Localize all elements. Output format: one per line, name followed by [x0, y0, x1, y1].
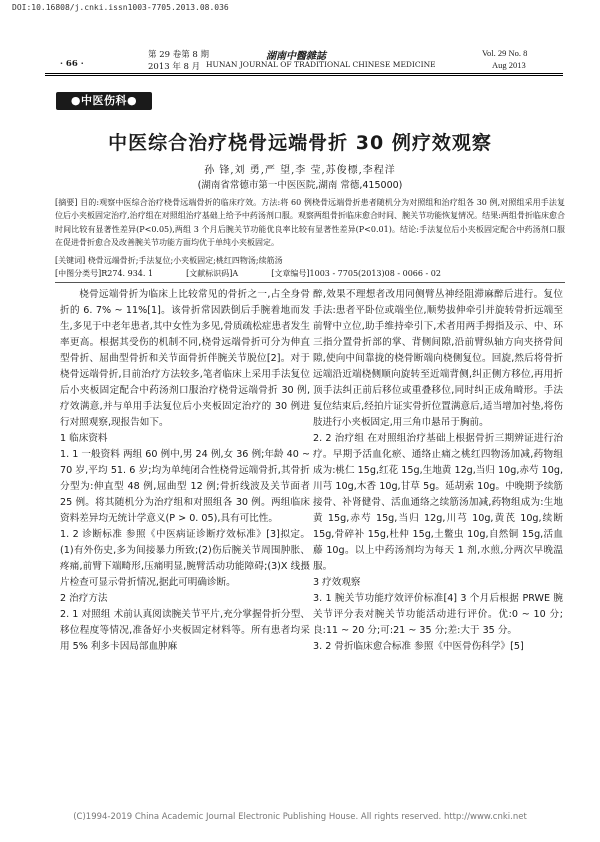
- document-code: [文献标识码]A: [186, 269, 239, 278]
- paragraph-2-2: 2. 2 治疗组 在对照组治疗基础上根据骨折三期辨证进行治疗。早期予活血化瘀、通络止痛之桃红四物汤加减,药物组成为:桃仁 15g,红花 15g,生地黄 12g,当归 10g,赤芍 10g,川芎 10g,木香 10g,甘草 5g。延胡索 10g。中晚期予续筋接骨、补肾健骨、活血通络之续筋汤加减,药物组成为:生地黄 15g,赤芍 15g,当归 12g,川芎 10g,黄芪 10g,续断 15g,骨碎补 15g,杜仲 15g,土鳖虫 10g,自然铜 15g,活血藤 10g。以上中药汤剂均为每天 1 剂,水煎,分两次早晚温服。: [313, 433, 563, 572]
- doi-line: DOI:10.16808/j.cnki.issn1003-7705.2013.08.036: [12, 3, 229, 12]
- paragraph-1-2: 1. 2 诊断标准 参照《中医病证诊断疗效标准》[3]拟定。(1)有外伤史,多为间接暴力所致;(2)伤后腕关节周围肿胀、疼痛,前臂下端畸形,压痛明显,腕臂活动功能障碍;(3)X 线摄片检查可显示骨折情况,据此可明确诊断。: [60, 529, 310, 588]
- left-column: [60, 287, 310, 655]
- clc-number: [中图分类号]R274. 934. 1: [55, 269, 154, 278]
- paragraph-3-1: 3. 1 腕关节功能疗效评价标准[4] 3 个月后根据 PRWE 腕关节评分表对腕关节功能活动进行评价。优:0 ~ 10 分;良:11 ~ 20 分;可:21 ~ 35 分;差:大于 35 分。: [313, 593, 563, 636]
- abstract-separator: [55, 282, 565, 283]
- section-heading-2: 2 治疗方法: [60, 593, 108, 604]
- article-title: 中医综合治疗桡骨远端骨折 30 例疗效观察: [108, 132, 492, 154]
- journal-name-en: HUNAN JOURNAL OF TRADITIONAL CHINESE MEDICINE: [206, 60, 436, 69]
- paragraph-3-2: 3. 2 骨折临床愈合标准 参照《中医骨伤科学》[5]: [313, 641, 524, 652]
- section-tag: ●中医伤科●: [56, 92, 152, 110]
- article-number: [文章编号]1003 - 7705(2013)08 - 0066 - 02: [271, 269, 441, 278]
- right-column: [313, 287, 563, 655]
- section-heading-3: 3 疗效观察: [313, 577, 361, 588]
- affiliation: (湖南省常德市第一中医医院,湖南 常德,415000): [197, 180, 403, 191]
- paragraph-2-1: 2. 1 对照组 术前认真阅读腕关节平片,充分掌握骨折分型、移位程度等情况,准备好小夹板固定材料等。所有患者均采用 5% 利多卡因局部血肿麻: [60, 609, 310, 652]
- abstract: [摘要] 目的:观察中医综合治疗桡骨远端骨折的临床疗效。方法:将 60 例桡骨远端骨折患者随机分为对照组和治疗组各 30 例,对照组采用手法复位后小夹板固定治疗,治疗组在对照组治疗基础上给予中药汤剂口服。观察两组骨折临床愈合时间、腕关节功能恢复情况。结果:两组骨折临床愈合时间比较有显著性差异(P<0.05),两组 3 个月后腕关节功能优良率比较有显著性差异(P<0.01)。结论:手法复位后小夹板固定配合中药汤剂口服在促进骨折愈合及改善腕关节功能方面均优于单纯小夹板固定。: [55, 198, 565, 248]
- page-number: · 66 ·: [60, 59, 84, 69]
- paragraph-2-1-cont: 醉,效果不理想者改用同侧臂丛神经阻滞麻醉后进行。复位手法:患者平卧位或端坐位,顺势拔伸牵引并旋转骨折远端至前臂中立位,助手维持牵引下,术者用两手拇指及示、中、环三指分置骨折部的掌、背侧间隙,沿前臂纵轴方向夹挤骨间隙,使向中间靠拢的桡骨断端向桡侧复位。回旋,然后将骨折远端沿近端桡侧顺向旋转至近端背侧,纠正侧方移位,再用折顶手法纠正前后移位或重叠移位,同时纠正成角畸形。手法复位结束后,经拍片证实骨折位置满意后,适当增加衬垫,将伤肢进行小夹板固定,用三角巾悬吊于胸前。: [313, 289, 563, 428]
- date-en: Aug 2013: [492, 60, 526, 70]
- journal-name-cn: 湖南中醫雜誌: [266, 51, 326, 62]
- header-rule: [45, 73, 563, 74]
- classification-line: [55, 267, 565, 280]
- authors: 孙 锋,刘 勇,严 望,李 莹,苏俊標,李程洋: [204, 165, 396, 176]
- section-heading-1: 1 临床资料: [60, 433, 108, 444]
- volume-cn: 第 29 卷第 8 期: [148, 50, 210, 60]
- intro-paragraph: 桡骨远端骨折为临床上比较常见的骨折之一,占全身骨折的 6. 7% ~ 11%[1]。该骨折常因跌倒后手腕着地而发生,多见于中老年患者,其中女性为多见,骨质疏松症患者发生率更高。根据其受伤的机制不同,桡骨远端骨折可分为伸直型骨折、屈曲型骨折和关节面骨折伴腕关节脱位[2]。对于桡骨远端骨折,目前治疗方法较多,笔者临床上采用手法复位后小夹板固定配合中药汤剂口服治疗桡骨远端骨折 30 例,疗效满意,并与单用手法复位后小夹板固定治疗的 30 例进行对照观察,现报告如下。: [60, 289, 310, 428]
- paragraph-1-1: 1. 1 一般资料 两组 60 例中,男 24 例,女 36 例;年龄 40 ~ 70 岁,平均 51. 6 岁;均为单纯闭合性桡骨远端骨折,其骨折分型为:伸直型 48 例,屈曲型 12 例;骨折线波及关节面者 25 例。将其随机分为治疗组和对照组各 30 例。两组临床资料差异均无统计学意义(P > 0. 05),具有可比性。: [60, 449, 310, 524]
- keywords: [关键词] 桡骨远端骨折;手法复位;小夹板固定;桃红四物汤;续筋汤: [55, 256, 283, 265]
- date-cn: 2013 年 8 月: [148, 62, 201, 72]
- volume-en: Vol. 29 No. 8: [482, 48, 528, 58]
- header-rule-thin: [45, 75, 563, 76]
- copyright-footer: (C)1994-2019 China Academic Journal Electronic Publishing House. All rights reserved. http://www.cnki.net: [73, 812, 527, 822]
